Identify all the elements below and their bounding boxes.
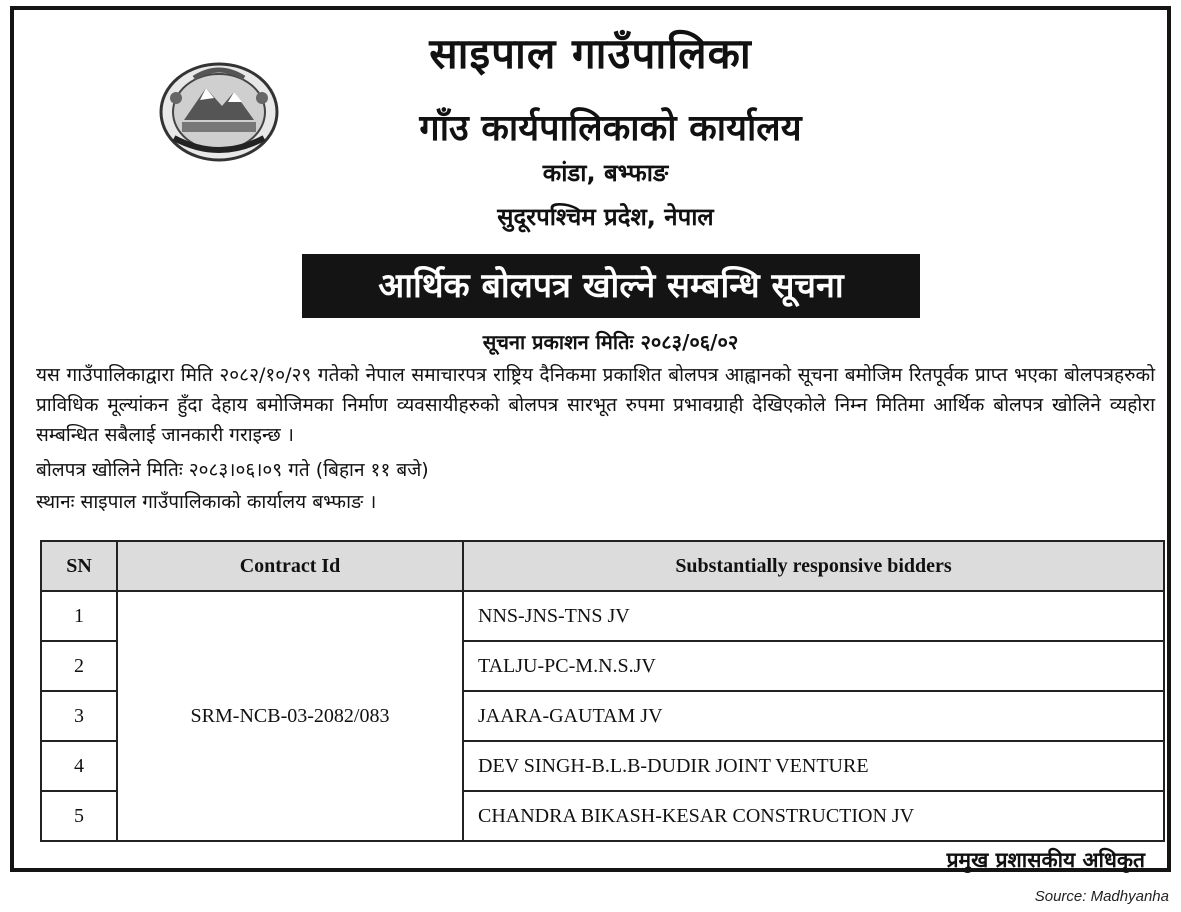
bidder-name: CHANDRA BIKASH-KESAR CONSTRUCTION JV: [463, 791, 1164, 841]
source-credit: Source: Madhyanha: [1034, 888, 1169, 905]
header-contract-id: Contract Id: [117, 541, 463, 591]
row-sn: 2: [41, 641, 117, 691]
bidder-name: JAARA-GAUTAM JV: [463, 691, 1164, 741]
municipality-title: साइपाल गाउँपालिका: [429, 29, 752, 78]
row-sn: 4: [41, 741, 117, 791]
bidder-name: NNS-JNS-TNS JV: [463, 591, 1164, 641]
table-row: [41, 591, 1164, 641]
table-header-row: [41, 541, 1164, 591]
row-sn: 1: [41, 591, 117, 641]
row-sn: 5: [41, 791, 117, 841]
bidders-table: [40, 540, 1165, 842]
venue: स्थानः साइपाल गाउँपालिकाको कार्यालय बभ्फाङ ।: [36, 491, 377, 513]
opening-date: बोलपत्र खोलिने मितिः २०८३।०६।०९ गते (बिहान ११ बजे): [36, 459, 429, 481]
bidder-name: DEV SINGH-B.L.B-DUDIR JOINT VENTURE: [463, 741, 1164, 791]
contract-id-cell: SRM-NCB-03-2082/083: [117, 591, 463, 841]
notice-frame: [10, 6, 1171, 872]
signatory-title: प्रमुख प्रशासकीय अधिकृत: [946, 848, 1145, 872]
header-sn: SN: [41, 541, 117, 591]
row-sn: 3: [41, 691, 117, 741]
province-country: सुदूरपश्चिम प्रदेश, नेपाल: [497, 203, 714, 231]
notice-title-banner: आर्थिक बोलपत्र खोल्ने सम्बन्धि सूचना: [302, 254, 920, 318]
office-title: गाँउ कार्यपालिकाको कार्यालय: [419, 108, 802, 149]
bidder-name: TALJU-PC-M.N.S.JV: [463, 641, 1164, 691]
office-location: कांडा, बभ्फाङ: [542, 159, 669, 187]
published-date: सूचना प्रकाशन मितिः २०८३/०६/०२: [482, 330, 739, 354]
header-bidders: Substantially responsive bidders: [463, 541, 1164, 591]
notice-body: यस गाउँपालिकाद्वारा मिति २०८२/१०/२९ गतेको नेपाल समाचारपत्र राष्ट्रिय दैनिकमा प्रकाशित बोलपत्र आह्वानको सूचना बमोजिम रितपूर्वक प्राप्त भएका बोलपत्रहरुको प्राविधिक मूल्यांकन हुँदा देहाय बमोजिमका निर्माण व्यवसायीहरुको बोलपत्र सारभूत रुपमा प्रभावग्राही देखिएकोले निम्न मितिमा आर्थिक बोलपत्र खोलिने व्यहोरा सम्बन्धित सबैलाई जानकारी गराइन्छ ।: [36, 364, 1155, 446]
